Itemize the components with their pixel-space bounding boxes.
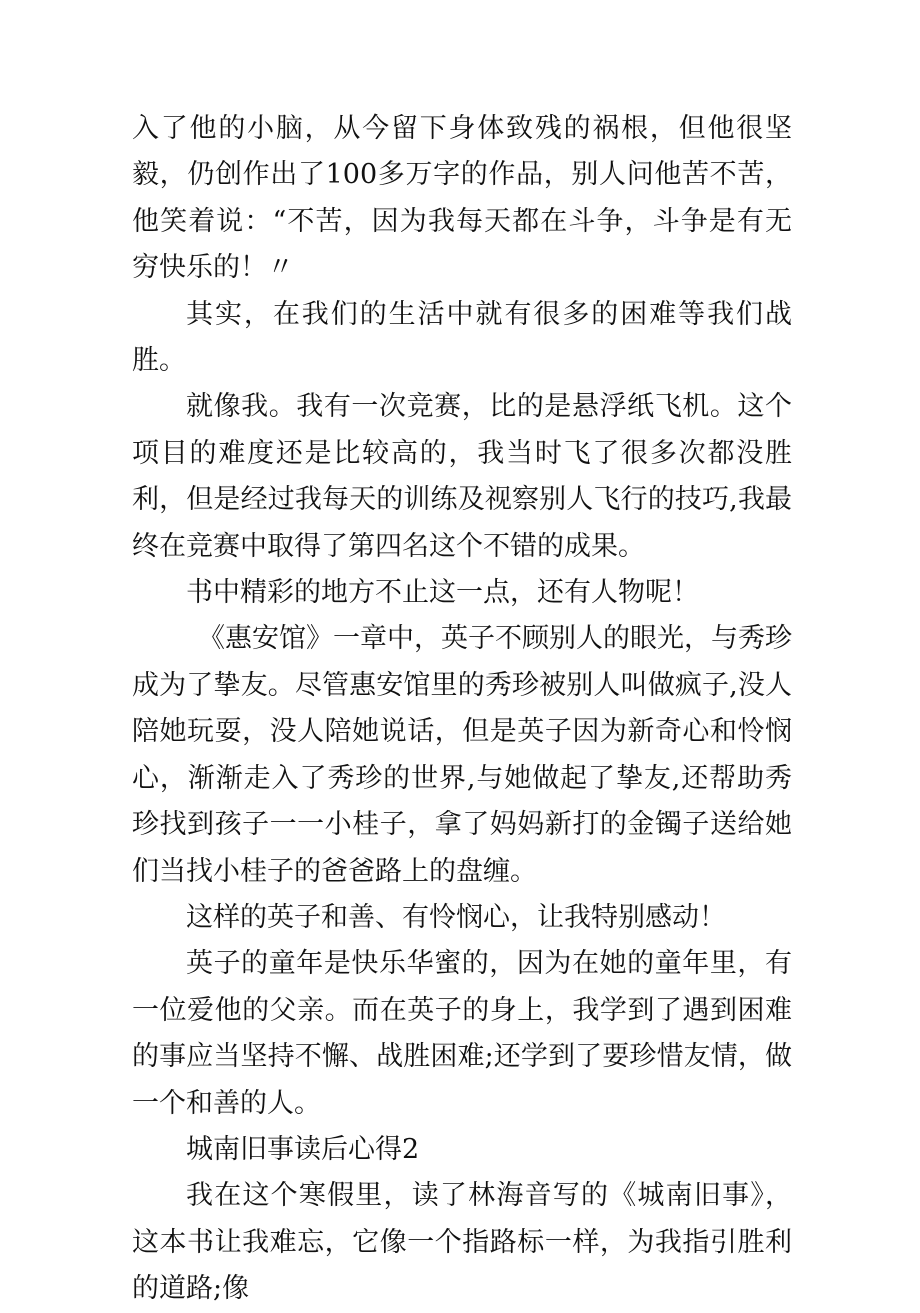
paragraph: 英子的童年是快乐华蜜的，因为在她的童年里，有一位爱他的父亲。而在英子的身上，我学到了遇到困难的事应当坚持不懈、战胜困难;还学到了要珍惜友情，做一个和善的人。 xyxy=(132,948,792,1119)
paragraph: 就像我。我有一次竞赛，比的是悬浮纸飞机。这个项目的难度还是比较高的，我当时飞了很多次都没胜利，但是经过我每天的训练及视察别人飞行的技巧,我最终在竞赛中取得了第四名这个不错的成果。 xyxy=(132,391,792,562)
paragraph: 这样的英子和善、有怜悯心，让我特别感动！ xyxy=(186,901,726,933)
section-heading: 城南旧事读后心得2 xyxy=(186,1133,420,1165)
paragraph: 书中精彩的地方不止这一点，还有人物呢！ xyxy=(186,577,699,609)
document-body xyxy=(132,106,792,1313)
paragraph: 《惠安馆》一章中，英子不顾别人的眼光，与秀珍成为了挚友。尽管惠安馆里的秀珍被别人叫做疯子,没人陪她玩耍，没人陪她说话，但是英子因为新奇心和怜悯心，渐渐走入了秀珍的世界,与她做起了挚友,还帮助秀珍找到孩子一一小桂子，拿了妈妈新打的金镯子送给她们当找小桂子的爸爸路上的盘缠。 xyxy=(132,623,792,887)
paragraph: 其实，在我们的生活中就有很多的困难等我们战胜。 xyxy=(132,298,792,377)
paragraph: 我在这个寒假里，读了林海音写的《城南旧事》，这本书让我难忘，它像一个指路标一样，为我指引胜利的道路;像 xyxy=(132,1180,792,1305)
paragraph: 入了他的小脑，从今留下身体致残的祸根，但他很坚毅，仍创作出了100多万字的作品，别人问他苦不苦，他笑着说：“不苦，因为我每天都在斗争，斗争是有无穷快乐的！〃 xyxy=(132,113,792,284)
